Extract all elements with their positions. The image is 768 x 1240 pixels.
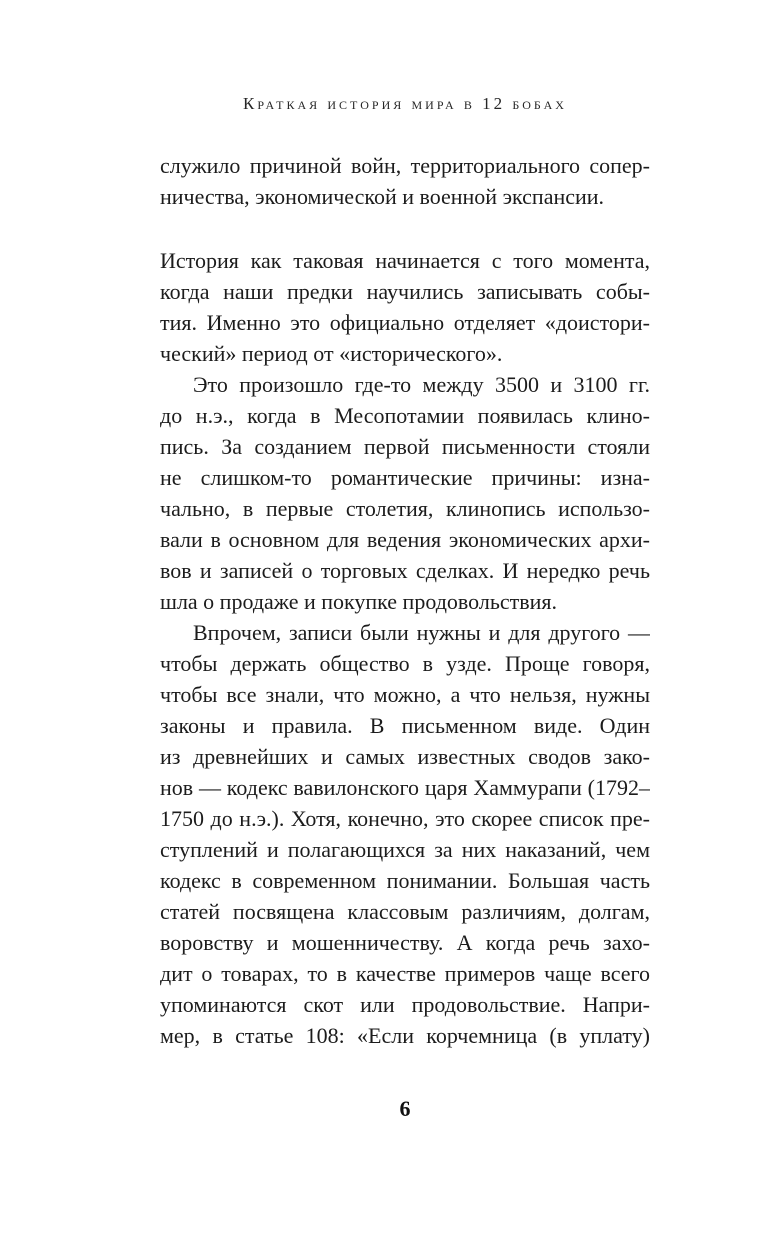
text-line: из древнейших и самых известных сводов зако- xyxy=(160,744,650,769)
paragraph xyxy=(160,245,650,369)
text-line: чально, в первые столетия, клинопись использо- xyxy=(160,496,650,521)
text-line: Впрочем, записи были нужны и для другого — xyxy=(193,620,650,645)
text-line: 1750 до н.э.). Хотя, конечно, это скорее список пре- xyxy=(160,806,650,831)
text-line: пись. За созданием первой письменности стояли xyxy=(160,434,650,459)
text-line: История как таковая начинается с того момента, xyxy=(160,248,650,273)
text-line: статей посвящена классовым различиям, долгам, xyxy=(160,899,650,924)
text-line: шла о продаже и покупке продовольствия. xyxy=(160,589,558,614)
text-line: нов — кодекс вавилонского царя Хаммурапи (1792– xyxy=(160,775,650,800)
text-line: тия. Именно это официально отделяет «доистори- xyxy=(160,310,650,335)
text-line: чтобы все знали, что можно, а что нельзя, нужны xyxy=(160,682,650,707)
paragraph xyxy=(160,150,650,212)
text-line: чтобы держать общество в узде. Проще говоря, xyxy=(160,651,650,676)
text-line: дит о товарах, то в качестве примеров чаще всего xyxy=(160,961,650,986)
text-line: законы и правила. В письменном виде. Один xyxy=(160,713,650,738)
text-line: воровству и мошенничеству. А когда речь захо- xyxy=(160,930,650,955)
text-line: кодекс в современном понимании. Большая часть xyxy=(160,868,650,893)
text-line: мер, в статье 108: «Если корчемница (в уплату) xyxy=(160,1023,650,1048)
text-line: Это произошло где-то между 3500 и 3100 гг. xyxy=(193,372,650,397)
paragraph xyxy=(160,617,650,1051)
text-line: ничества, экономической и военной экспансии. xyxy=(160,184,605,209)
text-line: ступлений и полагающихся за них наказаний, чем xyxy=(160,837,650,862)
paragraph xyxy=(160,369,650,617)
text-line: упоминаются скот или продовольствие. Напри- xyxy=(160,992,650,1017)
text-block xyxy=(160,150,650,1051)
text-line: вали в основном для ведения экономических архи- xyxy=(160,527,650,552)
text-line: вов и записей о торговых сделках. И нередко речь xyxy=(160,558,650,583)
text-line: ческий» период от «исторического». xyxy=(160,341,503,366)
text-line: когда наши предки научились записывать собы- xyxy=(160,279,650,304)
text-line: служило причиной войн, территориального сопер- xyxy=(160,153,650,178)
page-number: 6 xyxy=(399,1096,411,1121)
running-head: Краткая история мира в 12 бобах xyxy=(243,94,567,113)
text-line: не слишком-то романтические причины: изна- xyxy=(160,465,650,490)
text-line: до н.э., когда в Месопотамии появилась клино- xyxy=(160,403,650,428)
